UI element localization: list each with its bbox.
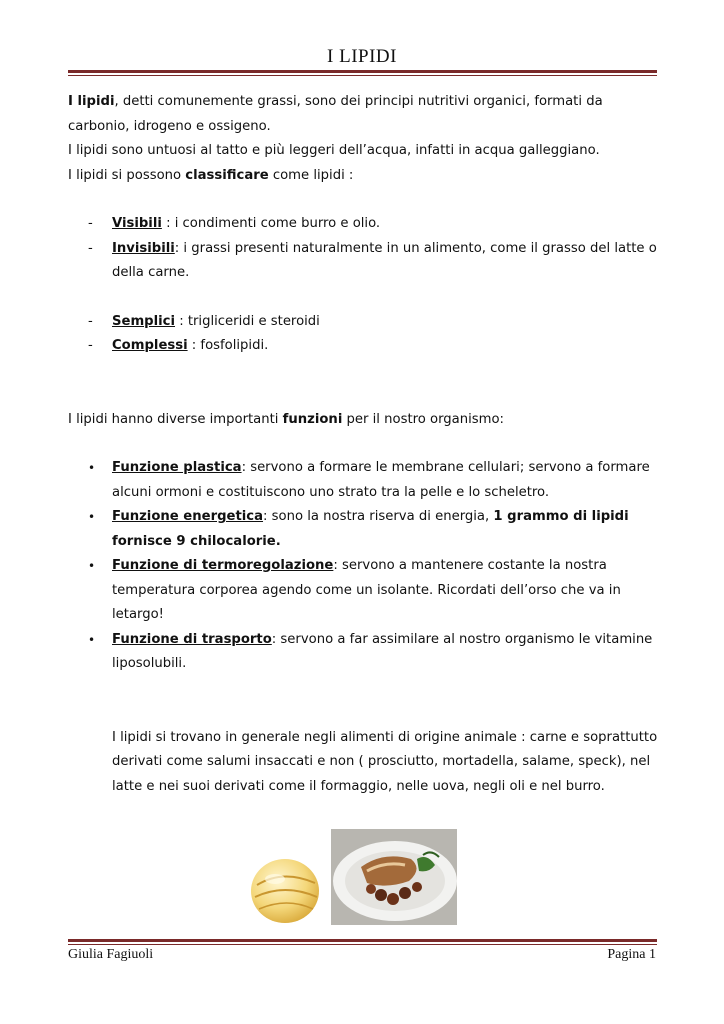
food-images [243,829,463,929]
intro-text: come lipidi : [268,167,354,183]
list-item: • Funzione di termoregolazione: servono a mantenere costante la nostra temperatura corporea agendo come un isolante. Ricordati dell’orso che va in letargo! [68,554,658,628]
butter-curl-image [243,839,323,927]
list-item: - Visibili : i condimenti come burro e olio. [88,216,381,231]
bullet-icon: • [88,559,96,573]
page-title: I LIPIDI [327,46,397,67]
header-rule [68,70,657,76]
bullet-icon: • [88,632,96,647]
footer-author: Giulia Fagiuoli [68,947,154,962]
list-item: - Complessi : fosfolipidi. [88,338,269,353]
sources-paragraph: I lipidi si trovano in generale negli alimenti di origine animale : carne e soprattutto derivati come salumi insaccati e non ( prosciutto, mortadella, salame, speck), nel latte e nei suoi derivati come il formaggio, nelle uova, negli oli e nel burro. [112,729,658,794]
functions-term: funzioni [282,411,343,427]
classification-list-complexity [68,310,658,359]
functions-intro: I lipidi hanno diverse importanti funzioni per il nostro organismo: [68,411,504,427]
intro-term: I lipidi [68,94,115,109]
classify-term: classificare [185,167,269,183]
list-item: • Funzione di trasporto: servono a far assimilare al nostro organismo le vitamine liposolubili. [68,628,658,677]
classification-list-visibility [68,212,658,286]
term-semplici: Semplici [112,313,176,329]
intro-paragraph-1 [68,90,658,139]
meat-dish-image [331,829,457,925]
footer-rule [68,939,657,945]
intro-paragraph-3 [68,164,658,189]
footer-page-number: Pagina 1 [607,947,656,962]
list-item: • Funzione energetica: sono la nostra riserva di energia, 1 grammo di lipidi fornisce 9 chilocalorie. [68,505,658,554]
list-item: - Invisibili: i grassi presenti naturalmente in un alimento, come il grasso del latte o della carne. [88,240,657,280]
term-invisibili: Invisibili [112,240,175,256]
functions-list [68,456,658,677]
intro-text: , detti comunemente grassi, sono dei principi nutritivi organici, formati da carbonio, idrogeno e ossigeno. [68,94,603,134]
list-item: - Semplici : trigliceridi e steroidi [88,313,320,329]
intro-text: I lipidi si possono [68,167,186,183]
term-complessi: Complessi [112,338,188,353]
energy-highlight: 1 grammo di lipidi fornisce 9 chilocalorie. [112,509,629,549]
bullet-icon: • [88,461,96,475]
term-visibili: Visibili [112,216,162,231]
bullet-icon: • [88,510,96,524]
list-item: • Funzione plastica: servono a formare le membrane cellulari; servono a formare alcuni ormoni e costituiscono uno strato tra la pelle e lo scheletro. [68,456,658,505]
intro-paragraph-2: I lipidi sono untuosi al tatto e più leggeri dell’acqua, infatti in acqua galleggiano. [68,143,600,158]
document-body [68,90,658,799]
